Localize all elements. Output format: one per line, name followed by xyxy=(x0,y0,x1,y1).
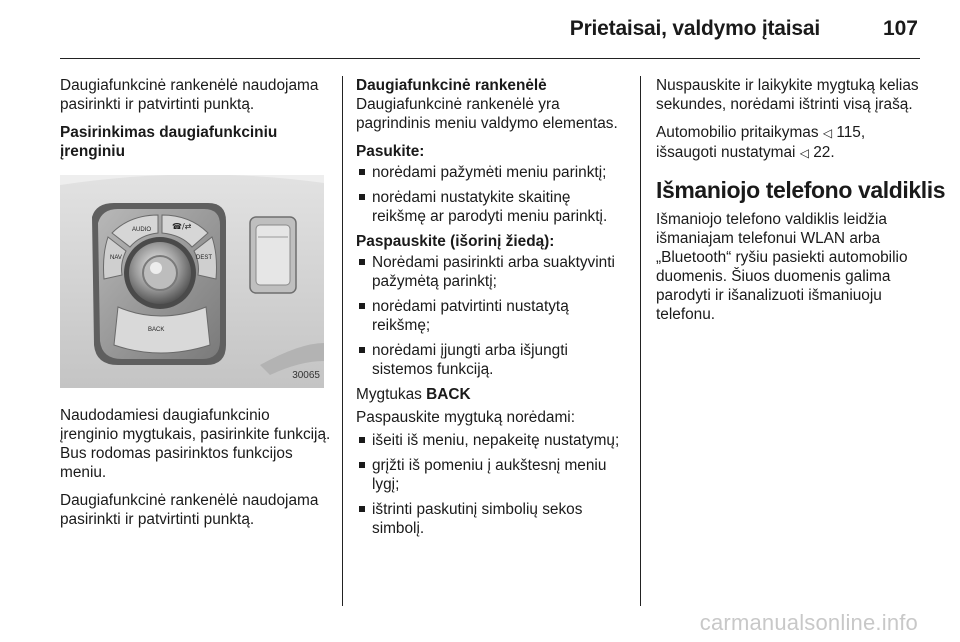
figure-label-dest: DEST xyxy=(196,255,213,261)
back-list xyxy=(356,431,626,538)
ref1-page: 115, xyxy=(836,124,866,141)
press-label: Paspauskite (išorinį žiedą): xyxy=(356,233,555,250)
header-rule xyxy=(60,58,920,59)
list-item: išeiti iš meniu, nepakeitę nustatymų; xyxy=(356,431,626,450)
press-list xyxy=(356,253,626,379)
figure-label-audio: AUDIO xyxy=(132,227,152,233)
controller-illustration xyxy=(60,175,324,388)
ref1-text: Automobilio pritaikymas xyxy=(656,124,819,141)
section-heading: Išmaniojo telefono valdiklis xyxy=(656,177,946,203)
watermark: carmanualsonline.info xyxy=(699,610,918,635)
reference-arrow-icon: ◁ xyxy=(822,126,833,140)
list-item: grįžti iš pomeniu į aukštesnį meniu lygį; xyxy=(356,456,626,494)
back-prefix: Mygtukas xyxy=(356,386,422,403)
ref2-text: išsaugoti nustatymai xyxy=(656,144,796,161)
col3-references xyxy=(656,123,928,163)
column-divider-1 xyxy=(342,76,343,606)
list-item: norėdami įjungti arba išjungti sistemos funkciją. xyxy=(356,341,626,379)
list-item: norėdami patvirtinti nustatytą reikšmę; xyxy=(356,297,626,335)
back-intro: Paspauskite mygtuką norėdami: xyxy=(356,409,576,426)
ref2-page: 22. xyxy=(813,144,835,161)
column-1 xyxy=(60,76,332,538)
back-word: BACK xyxy=(426,386,471,403)
column-divider-2 xyxy=(640,76,641,606)
reference-arrow-icon: ◁ xyxy=(799,146,809,160)
col1-paragraph-1: Daugiafunkcinė rankenėlė naudojama pasirinkti ir patvirtinti punktą. xyxy=(60,77,319,113)
col2-intro: Daugiafunkcinė rankenėlė yra pagrindinis meniu valdymo elementas. xyxy=(356,96,618,132)
back-button-heading xyxy=(356,385,626,404)
column-2 xyxy=(356,76,626,544)
list-item: norėdami nustatykite skaitinę reikšmę ar parodyti meniu parinktį. xyxy=(356,188,626,226)
column-3 xyxy=(656,76,946,333)
page-header-title: Prietaisai, valdymo įtaisai xyxy=(569,17,820,40)
col1-paragraph-3: Daugiafunkcinė rankenėlė naudojama pasirinkti ir patvirtinti punktą. xyxy=(60,492,319,528)
figure-label-nav: NAV xyxy=(110,255,122,261)
col3-paragraph-1: Nuspauskite ir laikykite mygtuką kelias sekundes, norėdami ištrinti visą įrašą. xyxy=(656,77,919,113)
list-item: Norėdami pasirinkti arba suaktyvinti pažymėtą parinktį; xyxy=(356,253,626,291)
figure-label-back: BACK xyxy=(148,327,165,333)
figure-code: 30065 xyxy=(292,370,320,381)
figure-label-phone: ☎/⇄ xyxy=(172,222,192,231)
multifunction-controller-figure xyxy=(60,175,324,388)
col2-heading: Daugiafunkcinė rankenėlė xyxy=(356,77,547,94)
list-item: ištrinti paskutinį simbolių sekos simbolį. xyxy=(356,500,626,538)
turn-list xyxy=(356,163,626,226)
col1-heading: Pasirinkimas daugiafunkciniu įrenginiu xyxy=(60,124,278,160)
col3-paragraph-2: Išmaniojo telefono valdiklis leidžia išmaniajam telefonui WLAN arba „Bluetooth“ ryšiu pasiekti automobilio duomenis. Šiuos duomenis galima parodyti ir išanalizuoti išmaniuoju telefonu. xyxy=(656,211,908,323)
turn-label: Pasukite: xyxy=(356,143,425,160)
list-item: norėdami pažymėti meniu parinktį; xyxy=(356,163,626,182)
col1-paragraph-2: Naudodamiesi daugiafunkcinio įrenginio mygtukais, pasirinkite funkciją. Bus rodomas pasirinktos funkcijos meniu. xyxy=(60,407,331,481)
page-number: 107 xyxy=(882,17,918,40)
